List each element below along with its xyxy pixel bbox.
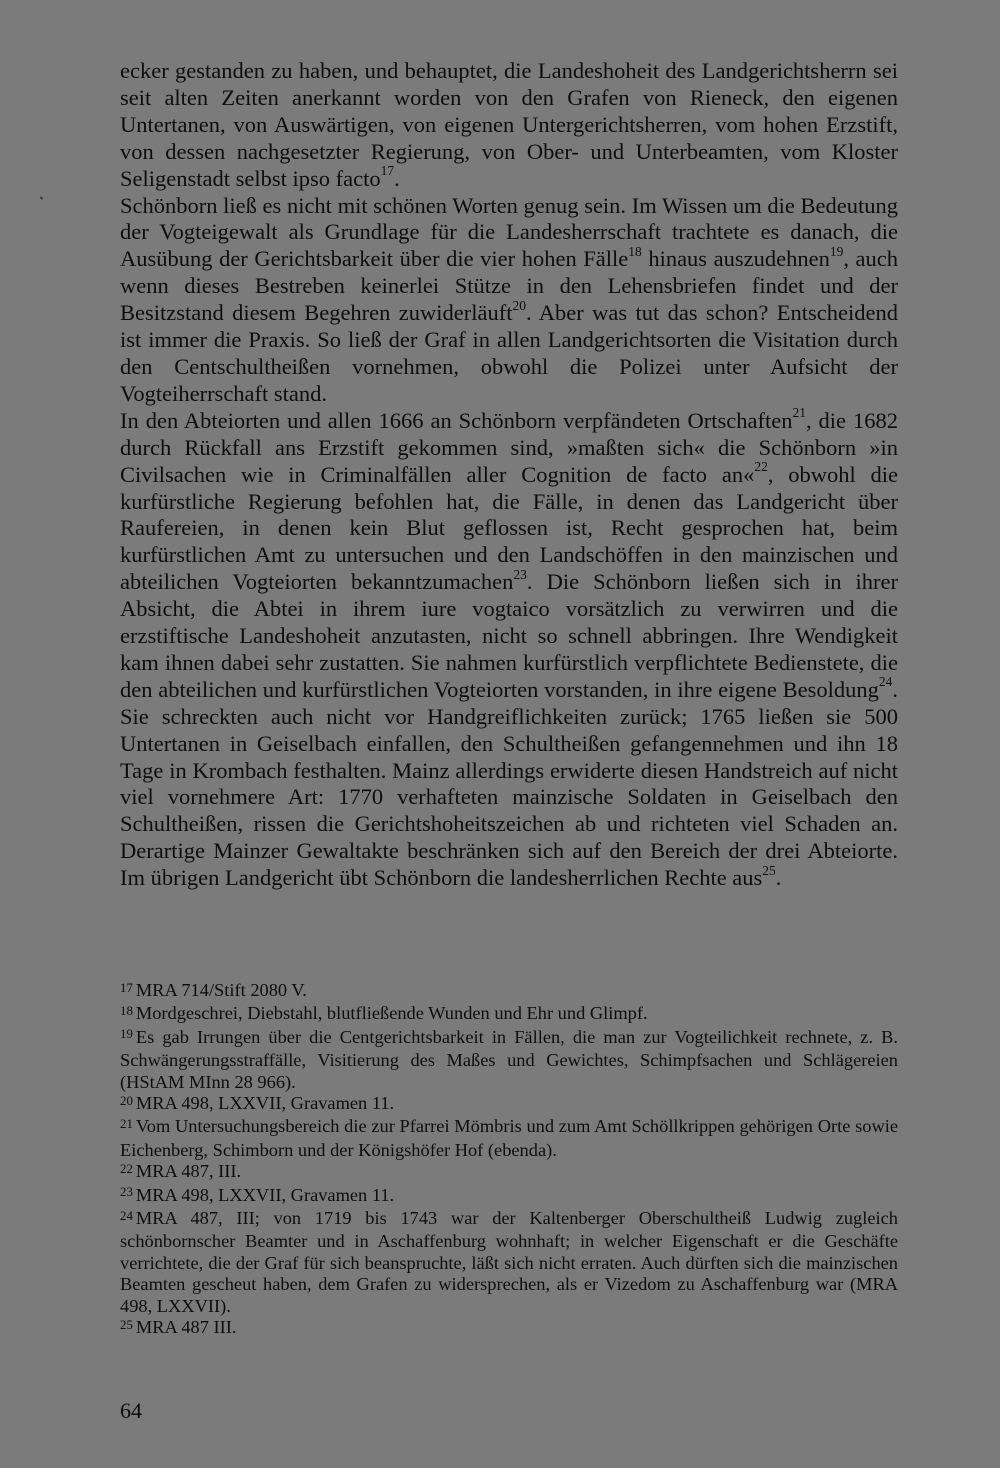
footnote-text: Mordgeschrei, Diebstahl, blutfließende Wunden und Ehr und Glimpf.	[135, 1003, 648, 1024]
footnote-text: MRA 498, LXXVII, Gravamen 11.	[135, 1184, 395, 1205]
footnote-ref: 21	[792, 405, 806, 421]
footnote-text: MRA 714/Stift 2080 V.	[135, 980, 307, 1000]
paragraph-1	[120, 58, 898, 193]
footnote-text: MRA 487 III.	[135, 1317, 237, 1338]
footnote-text: Es gab Irrungen über die Centgerichtsbarkeit in Fällen, die man zur Vogteilichkeit rechnete, z. B. Schwängerungsstraffälle, Visitierung des Maßes und Gewichtes, Schimpfsachen und Schlägereien (HStAM MInn 28 966).	[120, 1026, 898, 1092]
footnote-number: 18	[120, 1003, 133, 1018]
text-run: , obwohl die kurfürstliche Regierung befohlen hat, die Fälle, in denen das Landgericht über Raufereien, in denen kein Blut geflossen ist, Recht gesprochen hat, beim kurfürstlichen Amt zu untersuchen und den Landschöffen in den mainzischen und abteilichen Vogteiorten bekanntzumachen	[120, 461, 898, 595]
text-run: . Aber was tut das schon? Entscheidend ist immer die Praxis. So ließ der Graf in allen Landgerichtsorten die Visitation durch den Centschultheißen vornehmen, obwohl die Polizei unter Aufsicht der Vogteiherrschaft stand.	[120, 300, 898, 406]
footnote-24	[120, 1208, 898, 1317]
page-number: 64	[120, 1398, 142, 1423]
footnote-text: MRA 487, III; von 1719 bis 1743 war der Kaltenberger Oberschultheiß Ludwig zugleich schönbornscher Beamter und in Aschaffenburg wohnhaft; in welcher Eigenschaft er die Geschäfte verrichtete, die der Graf für sich beanspruchte, läßt sich nicht erraten. Auch dürften sich die mainzischen Beamten gescheut haben, dem Grafen zu widersprechen, als er Vizedom zu Aschaffenburg war (MRA 498, LXXVII).	[120, 1208, 898, 1316]
text-run: .	[775, 865, 782, 891]
text-run: . Sie schreckten auch nicht vor Handgreiflichkeiten zurück; 1765 ließen sie 500 Untertanen in Geiselbach einfallen, den Schultheißen gefangennehmen und ihn 18 Tage in Krombach festhalten. Mainz allerdings erwiderte diesen Handstreich auf nicht viel vornehmere Art: 1770 verhafteten mainzische Soldaten in Geiselbach den Schultheißen, rissen die Gerichtshoheitszeichen ab und richteten viel Schaden an. Derartige Mainzer Gewaltakte beschränken sich auf den Bereich der drei Abteiorte. Im übrigen Landgericht übt Schönborn die landesherrlichen Rechte aus	[120, 676, 898, 891]
main-text	[120, 58, 898, 892]
footnote-19	[120, 1027, 898, 1093]
text-run: .	[394, 165, 400, 191]
footnote-number: 24	[120, 1208, 133, 1223]
footnote-ref: 18	[628, 243, 642, 259]
footnote-25	[120, 1317, 898, 1340]
footnote-number: 20	[120, 1093, 133, 1108]
footnote-20	[120, 1093, 898, 1116]
footnote-text: Vom Untersuchungsbereich die zur Pfarrei Mömbris und zum Amt Schöllkrippen gehörigen Orte sowie Eichenberg, Schimborn und der Königshöfer Hof (ebenda).	[120, 1116, 898, 1160]
footnote-ref: 24	[878, 674, 893, 690]
footnote-number: 17	[120, 980, 133, 995]
footnote-number: 22	[120, 1161, 133, 1176]
footnote-22	[120, 1161, 898, 1184]
footnote-text: MRA 498, LXXVII, Gravamen 11.	[135, 1093, 395, 1114]
footnote-number: 25	[120, 1317, 133, 1332]
footnote-ref: 20	[512, 297, 526, 313]
footnotes	[120, 980, 898, 1341]
footnote-ref: 22	[754, 459, 768, 475]
text-run: , auch wenn dieses Bestreben keinerlei Stütze in den Lehensbriefen findet und der Besitzstand diesem Begehren zuwiderläuft	[120, 246, 898, 326]
text-run: . Die Schönborn ließen sich in ihrer Absicht, die Abtei in ihrem iure vogtaico vorsätzlich zu verwirren und die erzstiftische Landeshoheit anzutasten, nicht so schnell abbringen. Ihre Wendigkeit kam ihnen dabei sehr zustatten. Sie nahmen kurfürstlich verpflichtete Bedienstete, die den abteilichen und kurfürstlichen Vogteiorten vorstanden, in ihre eigene Besoldung	[120, 569, 898, 702]
footnote-23	[120, 1185, 898, 1208]
footnote-number: 19	[120, 1027, 133, 1042]
footnote-number: 21	[120, 1116, 133, 1131]
footnote-ref: 25	[762, 862, 776, 878]
text-run: In den Abteiorten und allen 1666 an Schönborn verpfändeten Ortschaften	[120, 407, 793, 433]
text-run: Schönborn ließ es nicht mit schönen Worten genug sein. Im Wissen um die Bedeutung der Vogteigewalt als Grundlage für die Landesherrschaft trachtete es danach, die Ausübung der Gerichtsbarkeit über die vier hohen Fälle	[120, 192, 898, 272]
scan-speck	[40, 196, 44, 199]
footnote-18	[120, 1003, 898, 1026]
footnote-17	[120, 980, 898, 1003]
footnote-ref: 23	[513, 566, 527, 582]
footnote-ref: 19	[829, 243, 844, 259]
text-run: , die 1682 durch Rückfall ans Erzstift gekommen sind, »maßten sich« die Schönborn »in Civilsachen wie in Criminalfällen aller Cognition de facto an«	[120, 407, 898, 487]
text-run: hinaus auszudehnen	[641, 246, 830, 272]
paragraph-3	[120, 405, 898, 892]
text-run: ecker gestanden zu haben, und behauptet, die Landeshoheit des Landgerichtsherrn sei seit alten Zeiten anerkannt worden von den Grafen von Rieneck, den eigenen Untertanen, von Auswärtigen, von eigenen Untergerichtsherren, vom hohen Erzstift, von dessen nachgesetzter Regierung, von Ober- und Unterbeamten, vom Kloster Seligenstadt selbst ipso facto	[120, 58, 898, 191]
book-page	[120, 58, 898, 1423]
footnote-text: MRA 487, III.	[135, 1161, 242, 1182]
paragraph-2	[120, 193, 898, 408]
footnote-21	[120, 1116, 898, 1161]
footnote-number: 23	[120, 1185, 133, 1200]
footnote-ref: 17	[380, 163, 395, 179]
